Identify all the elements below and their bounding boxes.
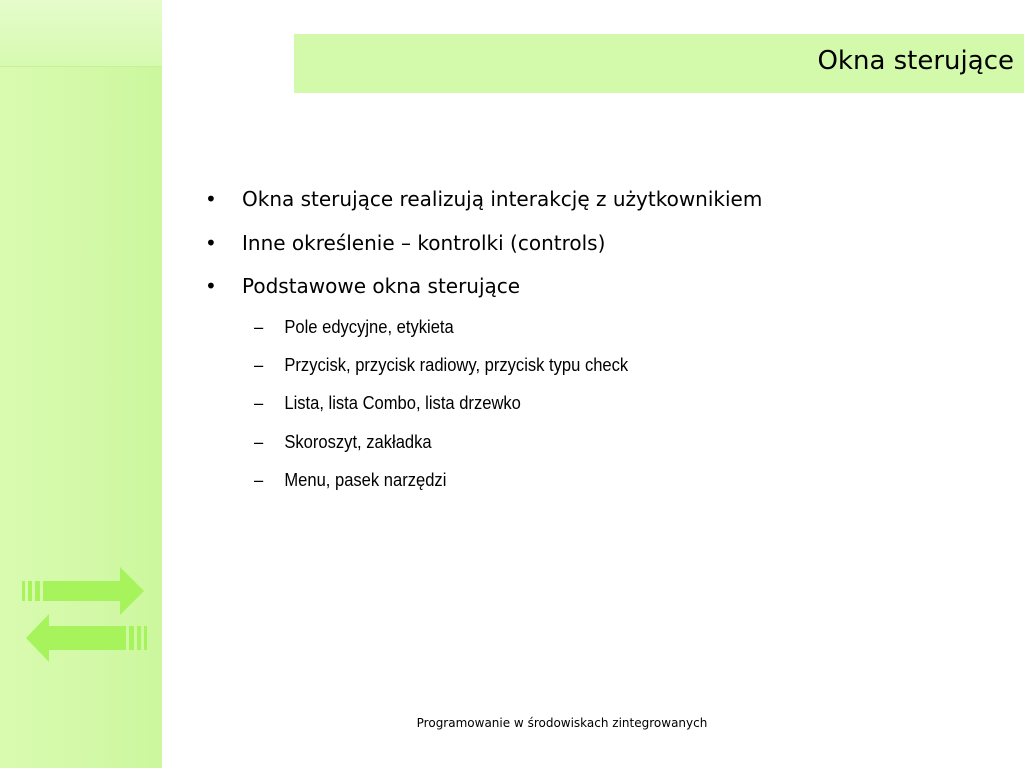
dash-marker: – (254, 469, 264, 490)
title-bar (294, 34, 1024, 93)
left-right-arrows-icon (22, 566, 148, 664)
bullet-list (200, 184, 1000, 315)
bullet-text: Okna sterujące realizują interakcję z użytkownikiem (242, 187, 763, 211)
dash-marker: – (254, 393, 264, 414)
slide-footer: Programowanie w środowiskach zintegrowanych (416, 716, 708, 730)
sub-bullet-text: Skoroszyt, zakładka (284, 431, 432, 452)
bullet-marker: • (205, 274, 217, 298)
bullet-text: Inne określenie – kontrolki (controls) (242, 230, 606, 255)
sub-bullet-item (254, 350, 628, 388)
bullet-text: Podstawowe okna sterujące (242, 274, 521, 298)
sub-bullet-item (254, 388, 628, 426)
sub-bullet-item (254, 427, 628, 465)
sub-bullet-list (254, 312, 661, 503)
dash-marker: – (254, 317, 264, 337)
dash-marker: – (254, 431, 264, 452)
sidebar-header-band (0, 0, 162, 67)
bullet-item (200, 271, 1000, 315)
sub-bullet-text: Przycisk, przycisk radiowy, przycisk typu check (284, 355, 629, 376)
right-arrow-icon (22, 567, 144, 615)
sub-bullet-text: Lista, lista Combo, lista drzewko (284, 393, 521, 414)
left-arrow-icon (26, 614, 147, 662)
bullet-marker: • (205, 230, 217, 255)
slide-content (200, 184, 1000, 315)
bullet-item (200, 228, 1000, 272)
sub-bullet-item (254, 312, 628, 350)
slide-title: Okna sterujące (817, 46, 1014, 76)
sub-bullet-text: Pole edycyjne, etykieta (284, 317, 454, 337)
sub-bullet-item (254, 465, 628, 503)
bullet-marker: • (205, 187, 217, 211)
dash-marker: – (254, 355, 264, 376)
sub-bullet-text: Menu, pasek narzędzi (284, 469, 447, 490)
bullet-item (200, 184, 1000, 228)
